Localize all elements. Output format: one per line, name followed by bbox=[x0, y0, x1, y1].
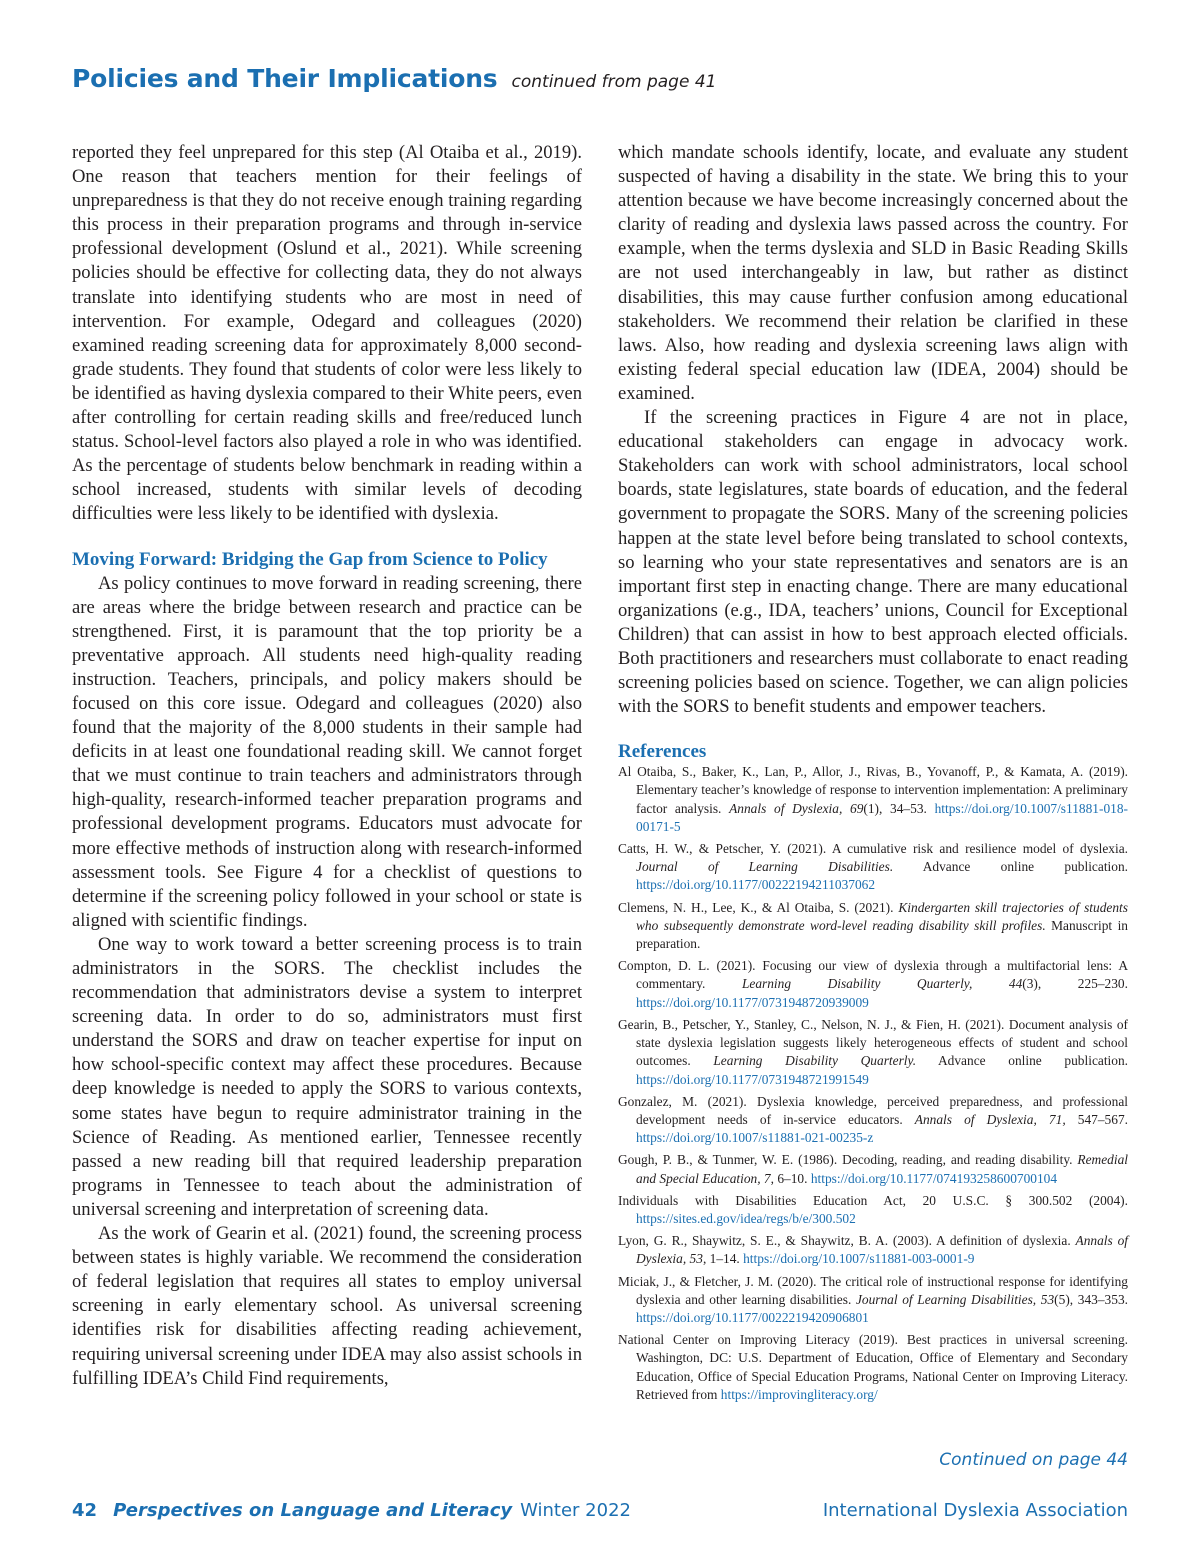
body-paragraph: As the work of Gearin et al. (2021) found, the screening process between states is highly variable. We recommend the consideration of federal legislation that requires all states to employ universal screening in early elementary school. As universal screening identifies risk for disabilities affecting reading achievement, requiring universal screening under IDEA may also assist schools in fulfilling IDEA’s Child Find requirements, bbox=[72, 1223, 582, 1389]
reference-text: Clemens, N. H., Lee, K., & Al Otaiba, S. (2021). bbox=[618, 899, 899, 915]
reference-item bbox=[618, 1192, 1128, 1228]
reference-source: Learning Disability Quarterly. bbox=[713, 1053, 917, 1069]
reference-link[interactable]: https://doi.org/10.1007/s11881-003-0001-9 bbox=[743, 1251, 975, 1267]
right-column bbox=[618, 141, 1128, 1408]
reference-text: Gearin, B., Petscher, Y., Stanley, C., Nelson, N. J., & Fien, H. (2021). Document analysis of state dyslexia legislation suggests likely heterogeneous effects of student and school outcomes. bbox=[618, 1016, 1128, 1069]
body-paragraph: If the screening practices in Figure 4 are not in place, educational stakeholders can engage in advocacy work. Stakeholders can work with school administrators, local school boards, state legislatures, state boards of education, and the federal government to propagate the SORS. Many of the screening policies happen at the state level before being translated to school contexts, so learning who your state representatives and senators are is an important first step in enacting change. There are many educational organizations (e.g., IDA, teachers’ unions, Council for Exceptional Children) that can assist in how to best approach elected officials. Both practitioners and researchers must collaborate to enact reading screening policies based on science. Together, we can align policies with the SORS to benefit students and empower teachers. bbox=[618, 407, 1128, 718]
reference-text: (3), 225–230. bbox=[1022, 976, 1128, 992]
reference-link[interactable]: https://doi.org/10.1177/00222194211037062 bbox=[636, 877, 876, 893]
reference-item bbox=[618, 840, 1128, 895]
reference-source: Journal of Learning Disabilities. bbox=[636, 859, 894, 875]
reference-source: Kindergarten skill trajectories of students who subsequently demonstrate word-level reading disability skill profiles. bbox=[636, 899, 1128, 933]
reference-source: Annals of Dyslexia, 69 bbox=[729, 800, 864, 816]
reference-item bbox=[618, 899, 1128, 954]
reference-item bbox=[618, 1093, 1128, 1148]
reference-link[interactable]: https://doi.org/10.1177/074193258600700104 bbox=[810, 1170, 1058, 1186]
continued-from-label: continued from page 41 bbox=[511, 72, 717, 92]
reference-link[interactable]: https://doi.org/10.1177/0022219420906801 bbox=[636, 1309, 869, 1325]
page-header bbox=[72, 64, 716, 93]
reference-item bbox=[618, 1331, 1128, 1404]
references-heading: References bbox=[618, 741, 707, 763]
body-paragraph: reported they feel unprepared for this step (Al Otaiba et al., 2019). One reason that teachers mention for their feelings of unpreparedness is that they do not receive enough training regarding this process in their preparation programs and through in-service professional development (Oslund et al., 2021). While screening policies should be effective for collecting data, they do not always translate into identifying students who are most in need of intervention. For example, Odegard and colleagues (2020) examined reading screening data for approximately 8,000 second-grade students. They found that students of color were less likely to be identified as having dyslexia compared to their White peers, even after controlling for certain reading skills and free/reduced lunch status. School-level factors also played a role in who was identified. As the percentage of students below benchmark in reading within a school increased, students with similar levels of decoding difficulties were less likely to be identified with dyslexia. bbox=[72, 142, 582, 525]
reference-text: Advance online publication. bbox=[916, 1053, 1129, 1069]
organization-name: International Dyslexia Association bbox=[822, 1500, 1128, 1521]
reference-text: Compton, D. L. (2021). Focusing our view of dyslexia through a multifactorial lens: A commentary. bbox=[618, 958, 1128, 992]
reference-source: Annals of Dyslexia, 53 bbox=[636, 1233, 1128, 1267]
reference-text: Al Otaiba, S., Baker, K., Lan, P., Allor, J., Rivas, B., Yovanoff, P., & Kamata, A. (2019). Elementary teacher’s knowledge of response to intervention implementation: A preliminary factor analysis. bbox=[618, 764, 1128, 816]
reference-text: Advance online publication. bbox=[893, 859, 1128, 875]
reference-source: Learning Disability Quarterly, 44 bbox=[741, 976, 1023, 992]
reference-source: Journal of Learning Disabilities, 53 bbox=[855, 1291, 1055, 1307]
reference-link[interactable]: https://improvingliteracy.org/ bbox=[720, 1386, 878, 1402]
reference-text: Miciak, J., & Fletcher, J. M. (2020). The critical role of instructional response for identifying dyslexia and other learning disabilities. bbox=[618, 1273, 1128, 1307]
reference-text: Gonzalez, M. (2021). Dyslexia knowledge, perceived preparedness, and professional development needs of in-service educators. bbox=[618, 1093, 1128, 1127]
reference-text: National Center on Improving Literacy (2019). Best practices in universal screening. Washington, DC: U.S. Department of Education, Office of Elementary and Secondary Education, Office of Special Education Programs, National Center on Improving Literacy. Retrieved from bbox=[618, 1332, 1128, 1402]
reference-text: , 6–10. bbox=[770, 1170, 811, 1186]
left-column bbox=[72, 141, 582, 1391]
body-paragraph: As policy continues to move forward in reading screening, there are areas where the bridge between research and practice can be strengthened. First, it is paramount that the top priority be a preventative approach. All students need high-quality reading instruction. Teachers, principals, and policy makers should be focused on this core issue. Odegard and colleagues (2020) also found that the majority of the 8,000 students in their sample had deficits in at least one foundational reading skill. We cannot forget that we must continue to train teachers and administrators through high-quality, research-informed teacher preparation programs and professional development programs. Educators must advocate for more effective methods of instruction along with research-informed assessment tools. See Figure 4 for a checklist of questions to determine if the screening policy followed in your school or state is aligned with scientific findings. bbox=[72, 572, 582, 931]
section-heading: Moving Forward: Bridging the Gap from Science to Policy bbox=[72, 548, 548, 570]
page-number: 42 bbox=[72, 1500, 98, 1521]
reference-link[interactable]: https://doi.org/10.1007/s11881-021-00235-z bbox=[636, 1130, 874, 1146]
reference-text: 547–567. bbox=[1065, 1111, 1128, 1127]
reference-text: Manuscript in preparation. bbox=[636, 917, 1128, 952]
reference-link[interactable]: https://doi.org/10.1007/s11881-018-00171-5 bbox=[636, 800, 1129, 834]
continued-on-label: Continued on page 44 bbox=[939, 1450, 1128, 1470]
reference-link[interactable]: https://doi.org/10.1177/0731948720939009 bbox=[636, 994, 869, 1010]
reference-item bbox=[618, 957, 1128, 1012]
section-title: Policies and Their Implications bbox=[72, 64, 498, 93]
reference-text: Lyon, G. R., Shaywitz, S. E., & Shaywitz, B. A. (2003). A definition of dyslexia. bbox=[618, 1233, 1076, 1249]
reference-item bbox=[618, 1016, 1128, 1089]
reference-item bbox=[618, 1232, 1128, 1268]
journal-title: Perspectives on Language and Literacy bbox=[113, 1500, 513, 1521]
reference-source: Remedial and Special Education, 7 bbox=[636, 1152, 1128, 1186]
reference-item bbox=[618, 763, 1128, 836]
reference-item bbox=[618, 1273, 1128, 1328]
reference-link[interactable]: https://sites.ed.gov/idea/regs/b/e/300.502 bbox=[636, 1210, 856, 1226]
reference-text: Individuals with Disabilities Education Act, 20 U.S.C. § 300.502 (2004). bbox=[618, 1192, 1128, 1208]
page-footer bbox=[72, 1500, 1128, 1528]
reference-item bbox=[618, 1151, 1128, 1187]
body-paragraph: which mandate schools identify, locate, and evaluate any student suspected of having a disability in the state. We bring this to your attention because we have become increasingly concerned about the clarity of reading and dyslexia laws passed across the country. For example, when the terms dyslexia and SLD in Basic Reading Skills are not used interchangeably in law, but rather as distinct disabilities, this may cause further confusion among educational stakeholders. We recommend their relation be clarified in these laws. Also, how reading and dyslexia screening laws align with existing federal special education law (IDEA, 2004) should be examined. bbox=[618, 142, 1128, 404]
reference-text: Catts, H. W., & Petscher, Y. (2021). A cumulative risk and resilience model of dyslexia. bbox=[618, 841, 1128, 857]
reference-source: Annals of Dyslexia, 71, bbox=[914, 1111, 1066, 1127]
reference-link[interactable]: https://doi.org/10.1177/0731948721991549 bbox=[636, 1071, 869, 1087]
reference-text: Gough, P. B., & Tunmer, W. E. (1986). Decoding, reading, and reading disability. bbox=[618, 1152, 1078, 1168]
body-paragraph: One way to work toward a better screening process is to train administrators in the SORS. The checklist includes the recommendation that administrators devise a system to interpret screening data. In order to do so, administrators must first understand the SORS and draw on teacher expertise for input on how school-specific context may affect these procedures. Because deep knowledge is needed to apply the SORS to various contexts, some states have begun to require administrator training in the Science of Reading. As mentioned earlier, Tennessee recently passed a new reading bill that required leadership preparation programs in Tennessee to teach about the administration of universal screening and interpretation of screening data. bbox=[72, 933, 582, 1220]
reference-text: (1), 34–53. bbox=[863, 800, 935, 816]
reference-text: , 1–14. bbox=[702, 1251, 744, 1267]
reference-text: (5), 343–353. bbox=[1054, 1291, 1128, 1307]
issue-season: Winter 2022 bbox=[520, 1500, 631, 1521]
references-list bbox=[618, 763, 1128, 1404]
